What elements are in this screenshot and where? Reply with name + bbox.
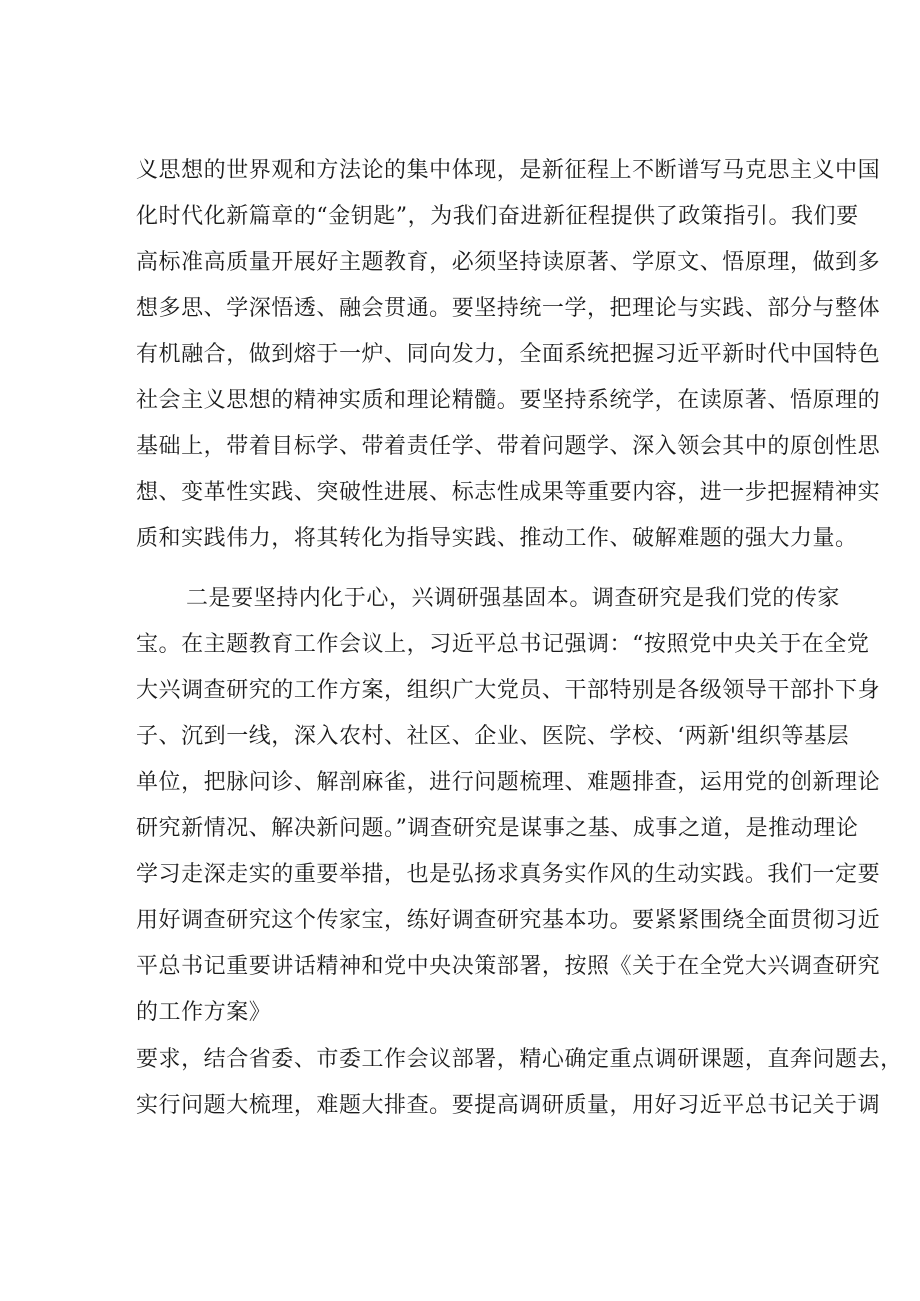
text-line: 单位，把脉问诊、解剖麻雀，进行问题梳理、难题排查，运用党的创新理论: [136, 770, 881, 795]
text-line: 学习走深走实的重要举措，也是弘扬求真务实作风的生动实践。我们一定要: [136, 862, 881, 887]
text-line: 实行问题大梳理，难题大排查。要提高调研质量，用好习近平总书记关于调: [136, 1093, 881, 1118]
text-line: 二是要坚持内化于心，兴调研强基固本。调查研究是我们党的传家: [186, 586, 840, 611]
text-line: 高标准高质量开展好主题教育，必须坚持读原著、学原文、悟原理，做到多: [136, 250, 881, 275]
text-line: 社会主义思想的精神实质和理论精髓。要坚持系统学，在读原著、悟原理的: [136, 388, 881, 413]
text-line: 要求，结合省委、市委工作会议部署，精心确定重点调研课题，直奔问题去，: [136, 1047, 903, 1072]
text-line: 的工作方案》: [136, 1000, 272, 1025]
text-line: 宝。在主题教育工作会议上，习近平总书记强调：“按照党中央关于在全党: [136, 632, 870, 657]
text-line: 子、沉到一线，深入农村、社区、企业、医院、学校、‘两新'组织等基层: [136, 724, 850, 749]
text-line: 想多思、学深悟透、融会贯通。要坚持统一学，把理论与实践、部分与整体: [136, 296, 881, 321]
text-line: 大兴调查研究的工作方案，组织广大党员、干部特别是各级领导干部扑下身: [136, 678, 881, 703]
text-line: 质和实践伟力，将其转化为指导实践、推动工作、破解难题的强大力量。: [136, 526, 858, 551]
text-line: 用好调查研究这个传家宝，练好调查研究基本功。要紧紧围绕全面贯彻习近: [136, 908, 881, 933]
text-line: 想、变革性实践、突破性进展、标志性成果等重要内容，进一步把握精神实: [136, 480, 881, 505]
text-line: 平总书记重要讲话精神和党中央决策部署，按照《关于在全党大兴调查研究: [136, 954, 881, 979]
text-line: 研究新情况、解决新问题。”调查研究是谋事之基、成事之道，是推动理论: [136, 816, 859, 841]
text-line: 义思想的世界观和方法论的集中体现，是新征程上不断谱写马克思主义中国: [136, 158, 881, 183]
text-line: 化时代化新篇章的“金钥匙”，为我们奋进新征程提供了政策指引。我们要: [136, 204, 859, 229]
text-line: 有机融合，做到熔于一炉、同向发力，全面系统把握习近平新时代中国特色: [136, 342, 881, 367]
text-line: 基础上，带着目标学、带着责任学、带着问题学、深入领会其中的原创性思: [136, 434, 881, 459]
